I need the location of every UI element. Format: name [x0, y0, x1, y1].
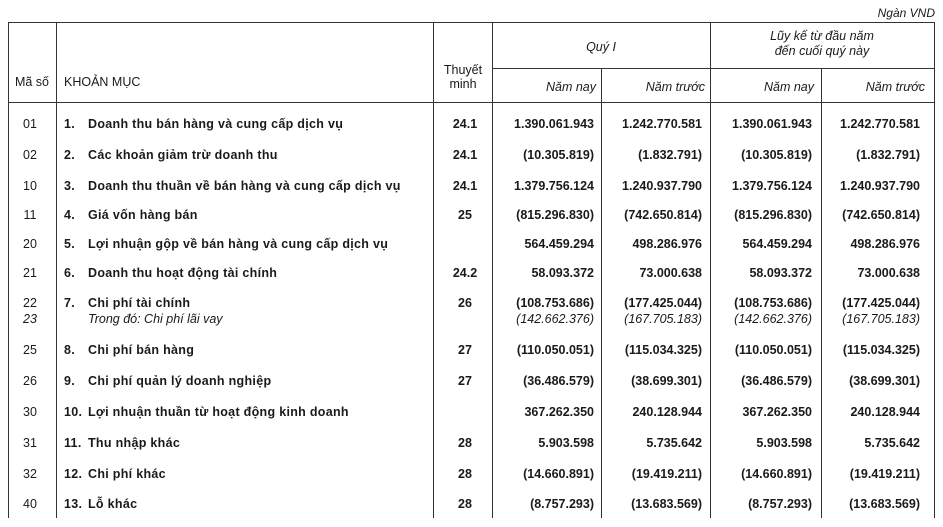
row-code: 26 [23, 374, 37, 388]
table-row [0, 405, 943, 431]
row-code: 25 [23, 343, 37, 357]
row-note: 28 [458, 497, 472, 511]
header-ytd-line2: đến cuối quý này [774, 44, 870, 58]
row-q-current-sub: (142.662.376) [516, 312, 594, 326]
row-ytd-prior: 240.128.944 [850, 405, 920, 419]
row-ytd-prior: 1.240.937.790 [840, 179, 920, 193]
table-row [0, 208, 943, 234]
row-label: 9. Chi phí quản lý doanh nghiệp [64, 374, 272, 388]
header-q-prior: Năm trước [645, 80, 705, 94]
row-ytd-prior: 5.735.642 [864, 436, 920, 450]
row-q-current: 1.390.061.943 [514, 117, 594, 131]
row-ytd-current: (36.486.579) [741, 374, 812, 388]
row-ytd-current: (815.296.830) [734, 208, 812, 222]
row-ytd-prior: (38.699.301) [849, 374, 920, 388]
row-code: 02 [23, 148, 37, 162]
row-note: 25 [458, 208, 472, 222]
header-item: KHOẢN MỤC [64, 75, 141, 89]
row-code: 22 [23, 296, 37, 310]
row-q-prior: 498.286.976 [632, 237, 702, 251]
row-q-current: (815.296.830) [516, 208, 594, 222]
row-q-prior: (38.699.301) [631, 374, 702, 388]
row-label: 8. Chi phí bán hàng [64, 343, 195, 357]
header-ytd-current: Năm nay [763, 80, 814, 94]
row-note: 24.1 [452, 117, 478, 131]
row-ytd-prior: (1.832.791) [856, 148, 920, 162]
row-note: 24.1 [452, 148, 478, 162]
row-label: 5. Lợi nhuận gộp về bán hàng và cung cấp dịch vụ [64, 237, 389, 251]
row-q-prior-sub: (167.705.183) [624, 312, 702, 326]
row-ytd-current: 367.262.350 [742, 405, 812, 419]
row-ytd-prior: (742.650.814) [842, 208, 920, 222]
row-label: 11. Thu nhập khác [64, 436, 181, 450]
row-ytd-prior-sub: (167.705.183) [842, 312, 920, 326]
unit-label: Ngàn VND [877, 6, 935, 20]
row-ytd-current: 1.379.756.124 [732, 179, 812, 193]
row-ytd-current: (14.660.891) [741, 467, 812, 481]
row-ytd-current: 5.903.598 [756, 436, 812, 450]
row-ytd-current: (110.050.051) [734, 343, 812, 357]
row-q-prior: (115.034.325) [624, 343, 702, 357]
row-note: 28 [458, 467, 472, 481]
row-q-current: (108.753.686) [516, 296, 594, 310]
header-quarter: Quý I [586, 40, 616, 54]
row-q-current: 58.093.372 [531, 266, 594, 280]
row-q-current: 367.262.350 [524, 405, 594, 419]
row-q-current: (110.050.051) [516, 343, 594, 357]
row-label: 3. Doanh thu thuần về bán hàng và cung cấp dịch vụ [64, 179, 401, 193]
table-row [0, 467, 943, 493]
row-q-prior: 1.242.770.581 [622, 117, 702, 131]
row-note: 28 [458, 436, 472, 450]
header-q-current: Năm nay [545, 80, 596, 94]
header-note: Thuyết minh [443, 63, 483, 91]
row-ytd-prior: 498.286.976 [850, 237, 920, 251]
table-row [0, 179, 943, 205]
row-q-prior: (13.683.569) [631, 497, 702, 511]
row-q-prior: (1.832.791) [638, 148, 702, 162]
table-row [0, 497, 943, 523]
row-label: 10. Lợi nhuận thuần từ hoạt động kinh doanh [64, 405, 349, 419]
table-row [0, 117, 943, 143]
row-note: 24.2 [452, 266, 478, 280]
row-label: 1. Doanh thu bán hàng và cung cấp dịch vụ [64, 117, 344, 131]
row-label: 7. Chi phí tài chính [64, 296, 191, 310]
row-label: 4. Giá vốn hàng bán [64, 208, 198, 222]
row-ytd-prior: 73.000.638 [857, 266, 920, 280]
row-note: 27 [458, 343, 472, 357]
table-row [0, 237, 943, 263]
row-ytd-current: (10.305.819) [741, 148, 812, 162]
row-q-current: 1.379.756.124 [514, 179, 594, 193]
row-code: 40 [23, 497, 37, 511]
row-ytd-prior: (19.419.211) [849, 467, 920, 481]
row-code: 01 [23, 117, 37, 131]
header-ytd-prior: Năm trước [865, 80, 925, 94]
row-ytd-current: (108.753.686) [734, 296, 812, 310]
row-ytd-current: 58.093.372 [749, 266, 812, 280]
table-row [0, 374, 943, 400]
row-ytd-current: 1.390.061.943 [732, 117, 812, 131]
row-code: 31 [23, 436, 37, 450]
row-code: 32 [23, 467, 37, 481]
table-row [0, 296, 943, 336]
row-q-current: (10.305.819) [523, 148, 594, 162]
row-q-prior: (742.650.814) [624, 208, 702, 222]
row-note: 27 [458, 374, 472, 388]
row-ytd-current: (8.757.293) [748, 497, 812, 511]
row-q-current: (14.660.891) [523, 467, 594, 481]
row-label: 12. Chi phí khác [64, 467, 166, 481]
header-ytd-line1: Lũy kế từ đầu năm [770, 29, 874, 43]
row-code: 30 [23, 405, 37, 419]
row-note: 26 [458, 296, 472, 310]
row-label: 6. Doanh thu hoạt động tài chính [64, 266, 278, 280]
row-note: 24.1 [452, 179, 478, 193]
row-q-current: (8.757.293) [530, 497, 594, 511]
row-code: 10 [23, 179, 37, 193]
table-row [0, 436, 943, 462]
row-q-current: 5.903.598 [538, 436, 594, 450]
row-q-prior: (177.425.044) [624, 296, 702, 310]
row-q-prior: (19.419.211) [631, 467, 702, 481]
row-q-prior: 5.735.642 [646, 436, 702, 450]
row-q-prior: 240.128.944 [632, 405, 702, 419]
row-ytd-current-sub: (142.662.376) [734, 312, 812, 326]
row-q-current: 564.459.294 [524, 237, 594, 251]
table-row [0, 148, 943, 174]
row-code: 11 [23, 208, 37, 222]
row-sub-label: Trong đó: Chi phí lãi vay [88, 312, 223, 326]
row-q-prior: 73.000.638 [639, 266, 702, 280]
row-q-prior: 1.240.937.790 [622, 179, 702, 193]
row-ytd-prior: (177.425.044) [842, 296, 920, 310]
row-ytd-prior: (115.034.325) [842, 343, 920, 357]
header-code: Mã số [14, 75, 50, 89]
row-code: 20 [23, 237, 37, 251]
row-ytd-prior: 1.242.770.581 [840, 117, 920, 131]
row-code: 21 [23, 266, 37, 280]
table-row [0, 343, 943, 369]
row-label: 2. Các khoản giảm trừ doanh thu [64, 148, 278, 162]
row-q-current: (36.486.579) [523, 374, 594, 388]
row-ytd-current: 564.459.294 [742, 237, 812, 251]
row-code-sub: 23 [23, 312, 37, 326]
row-ytd-prior: (13.683.569) [849, 497, 920, 511]
table-row [0, 266, 943, 292]
row-label: 13. Lỗ khác [64, 497, 138, 511]
